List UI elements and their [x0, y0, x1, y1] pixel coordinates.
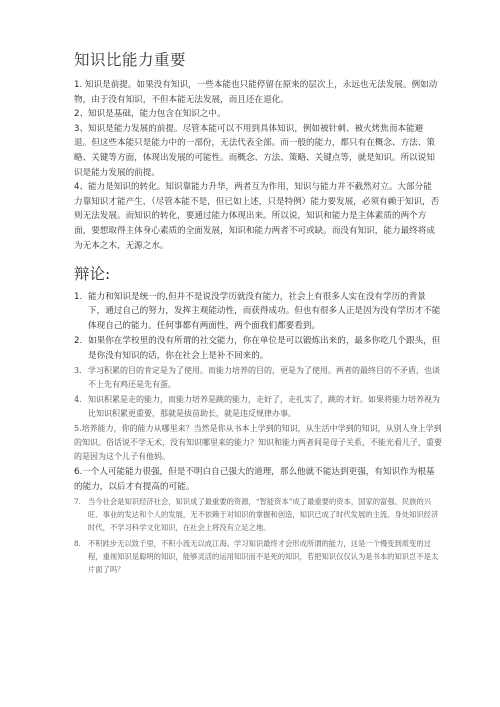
argument-6 — [74, 465, 442, 494]
argument-number: 2. — [74, 336, 83, 347]
argument-1 — [74, 290, 442, 333]
argument-number: 4. — [74, 395, 82, 405]
argument-text: 当今社会是知识经济社会，知识成了最重要的资源，“智能资本”成了最重要的资本，国家的富强、民族的兴旺、事业的发达和个人的发展，无不依赖于对知识的掌握和创造，知识已成了时代发展的主流。身处知识经济时代，不学习科学文化知识，在社会上将没有立足之地。 — [88, 497, 439, 533]
argument-5 — [74, 422, 442, 463]
intro-paragraph-2: 2、知识是基础，能力包含在知识之中。 — [74, 109, 226, 120]
argument-2 — [74, 334, 442, 363]
argument-text: 不积跬步无以致千里，不积小流无以成江海。学习知识最终才会形成所谓的能力，这是一个慢变到质变的过程，重视知识是聪明的知识，能够灵活的运用知识而不是死的知识，若把知识仅仅认为是书本的知识岂不是太片面了吗？ — [88, 538, 439, 575]
intro-paragraph-3: 3、知识是能力发展的前提。尽管本能可以不用到具体知识，例如被针刺、被火烤焦而本能避退。但这些本能只是能力中的一部份，无法代表全部。而一般的能力，都只有在概念、方法、策略、关键等方面，体现出发展的可能性。而概念、方法、策略、关键点等，就是知识。所以说知识是能力发展的前提。 — [74, 123, 435, 178]
debate-heading: 辩论: — [74, 265, 111, 283]
intro-paragraph-4: 4、能力是知识的转化。知识靠能力升华，两者互为作用，知识与能力并不截然对立。大部分能力靠知识才能产生，（尽管本能不是，但已如上述，只是特例）能力要发展，必须有赖于知识，否则无法发展。而知识的转化，要通过能力体现出来。所以说，知识和能力是主体素质的两个方面，要想取得主体身心素质的全面发展，知识和能力两者不可或缺。而没有知识，能力最终将成为无本之木，无源之水。 — [74, 182, 440, 251]
argument-3 — [74, 364, 442, 391]
argument-text: 5.培养能力，你的能力从哪里来？当然是你从书本上学到的知识，从生活中学到的知识，从别人身上学到的知识。俗话说不学无术，没有知识哪里来的能力？知识和能力两者间是母子关系，不能光看儿子，重要的是因为这个儿子有他妈。 — [74, 424, 442, 461]
intro-paragraph-1: 1. 知识是前提。如果没有知识，一些本能也只能停留在原来的层次上，永远也无法发展。例如动物，由于没有知识，不但本能无法发展，而且还在退化。 — [74, 80, 438, 105]
argument-7 — [74, 495, 442, 535]
argument-4 — [74, 393, 442, 420]
intro-section — [74, 78, 440, 253]
document-title: 知识比能力重要 — [74, 51, 187, 69]
argument-number: 3. — [74, 366, 82, 376]
argument-number: 7. — [74, 497, 81, 506]
argument-text: 6.一个人可能能力很强，但是不明白自己强大的道理，那么他就不能达到更强，有知识作为根基的能力，以后才有提高的可能。 — [74, 467, 435, 492]
argument-number: 1. — [74, 292, 83, 302]
argument-8 — [74, 537, 442, 577]
argument-text: 能力和知识是统一的,但并不是说没学历就没有能力，社会上有很多人实在没有学历的背景下，通过自己的努力，发挥主观能动性，而获得成功。但也有很多人正是因为没有学历才不能体现自己的能力。任何事都有两面性，两个面我们都要看到。 — [88, 292, 441, 331]
argument-text: 如果你在学校里的没有所谓的社交能力，你在单位是可以锻炼出来的，最多你吃几个跟头，但是你没有知识的话，你在社会上是补不回来的。 — [88, 336, 441, 361]
argument-text: 学习积累的目的肯定是为了使用。而能力培养的目的，更是为了使用。两者的最终目的不矛盾，也谈不上先有鸡还是先有蛋。 — [88, 366, 440, 389]
arguments-list — [74, 290, 442, 578]
argument-number: 8. — [74, 538, 81, 548]
argument-text: 知识积累是走的能力，而能力培养是跳的能力，走好了，走扎实了，跳的才好。如果将能力培养视为比知识积累更重要，那就是拔苗助长，就是违反规律办事。 — [88, 395, 440, 418]
